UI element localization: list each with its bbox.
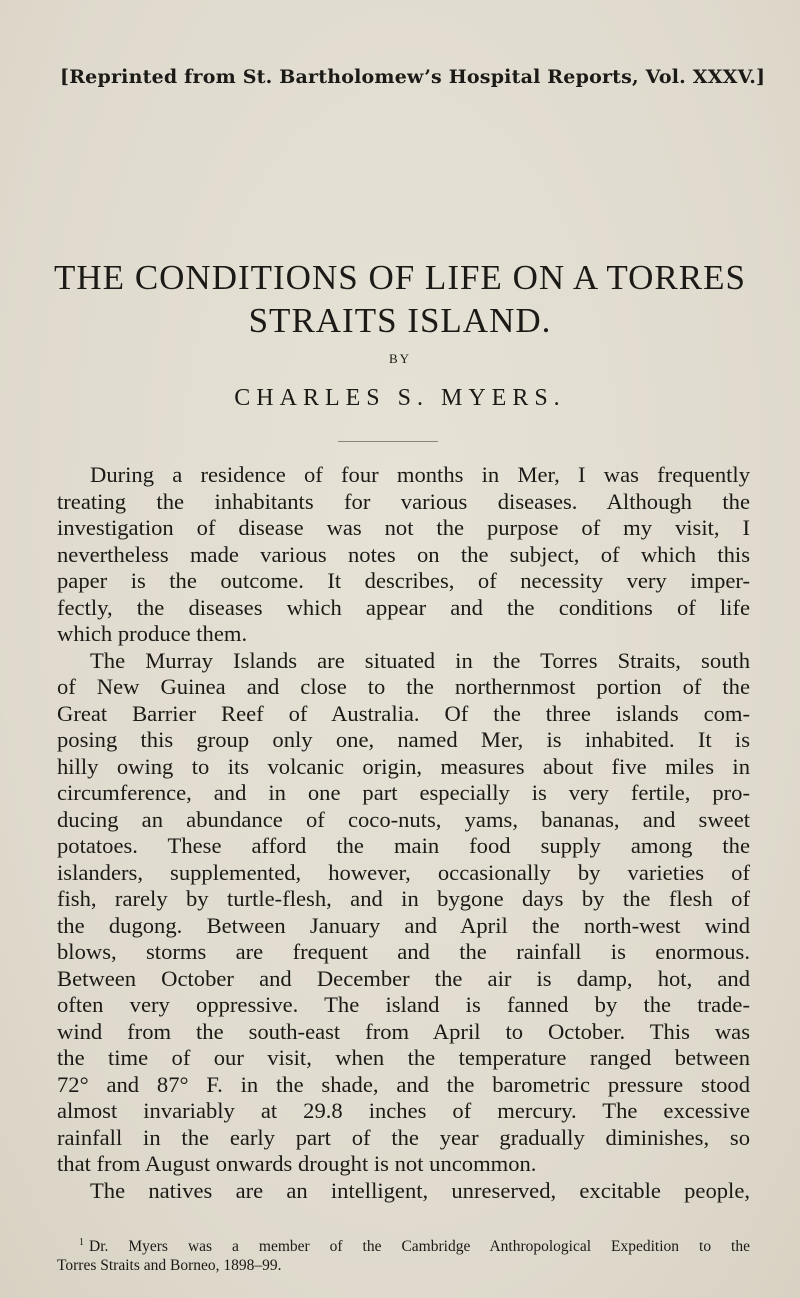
body-line: often very oppressive. The island is fanned by the trade-	[57, 992, 750, 1017]
body-line: nevertheless made various notes on the subject, of which this	[57, 541, 750, 567]
body-line: Between October and December the air is damp, hot, and	[57, 965, 750, 991]
article-body	[57, 462, 750, 1204]
body-line: islanders, supplemented, however, occasionally by varieties of	[57, 859, 750, 885]
byline-by: BY	[388, 351, 412, 366]
title-divider	[338, 441, 438, 442]
body-line: fectly, the diseases which appear and the conditions of life	[57, 594, 750, 620]
body-line: almost invariably at 29.8 inches of mercury. The excessive	[57, 1098, 750, 1123]
footnote-line-1	[57, 1233, 750, 1256]
body-line: Great Barrier Reef of Australia. Of the three islands com-	[57, 700, 750, 726]
body-line: fish, rarely by turtle-flesh, and in bygone days by the flesh of	[57, 886, 750, 911]
body-line: rainfall in the early part of the year gradually diminishes, so	[57, 1124, 750, 1150]
body-line: potatoes. These afford the main food supply among the	[57, 833, 750, 858]
body-line: that from August onwards drought is not uncommon.	[57, 1151, 537, 1176]
body-line: circumference, and in one part especially is very fertile, pro-	[57, 780, 750, 805]
article-title-line-2: STRAITS ISLAND.	[248, 301, 552, 340]
body-line: During a residence of four months in Mer, I was frequently	[90, 462, 750, 487]
footnote	[57, 1233, 750, 1275]
body-line: which produce them.	[57, 621, 248, 646]
reprint-note: [Reprinted from St. Bartholomew’s Hospital Reports, Vol. XXXV.]	[60, 66, 766, 88]
body-line: The natives are an intelligent, unreserved, excitable people,	[90, 1177, 750, 1203]
author-name: CHARLES S. MYERS.	[234, 385, 566, 411]
body-line: posing this group only one, named Mer, is inhabited. It is	[57, 727, 750, 752]
body-line: wind from the south-east from April to October. This was	[57, 1018, 750, 1044]
body-line: the time of our visit, when the temperature ranged between	[57, 1045, 750, 1070]
body-line: of New Guinea and close to the northernmost portion of the	[57, 674, 750, 699]
footnote-text-1: Dr. Myers was a member of the Cambridge Anthropological Expedition to the	[89, 1238, 750, 1256]
body-line: blows, storms are frequent and the rainfall is enormous.	[57, 939, 750, 964]
body-line: the dugong. Between January and April the north-west wind	[57, 912, 750, 938]
footnote-line-2: Torres Straits and Borneo, 1898–99.	[57, 1257, 282, 1275]
body-line: ducing an abundance of coco-nuts, yams, bananas, and sweet	[57, 806, 750, 832]
article-title-line-1: THE CONDITIONS OF LIFE ON A TORRES	[54, 258, 746, 297]
body-line: 72° and 87° F. in the shade, and the barometric pressure stood	[57, 1071, 750, 1097]
body-line: The Murray Islands are situated in the Torres Straits, south	[90, 647, 750, 673]
body-line: paper is the outcome. It describes, of necessity very imper-	[57, 568, 750, 593]
body-line: hilly owing to its volcanic origin, measures about five miles in	[57, 753, 750, 779]
body-line: investigation of disease was not the purpose of my visit, I	[57, 515, 750, 540]
footnote-marker: 1	[79, 1237, 84, 1248]
body-line: treating the inhabitants for various diseases. Although the	[57, 488, 750, 514]
